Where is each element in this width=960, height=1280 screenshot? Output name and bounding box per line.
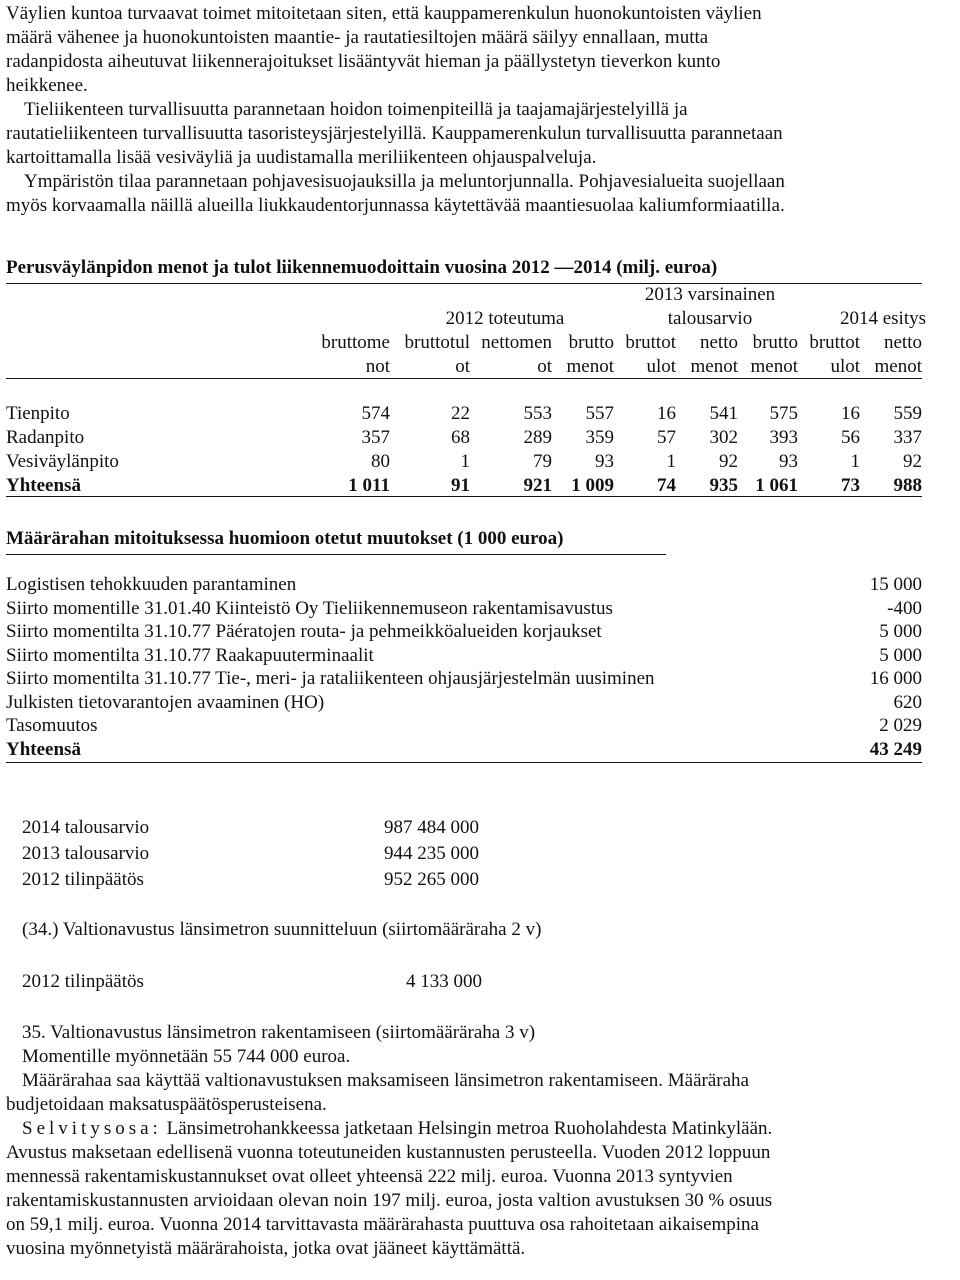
table-cell: 1 009	[571, 475, 614, 496]
table-cell: 553	[523, 403, 552, 424]
item-label: Siirto momentilta 31.10.77 Tie-, meri- ja rataliikenteen ohjausjärjestelmän uusiminen	[6, 668, 655, 689]
table-cell: 1 011	[348, 475, 390, 496]
section35-para3-text: Länsimetrohankkeessa jatketaan Helsingin metroa Ruoholahdesta Matinkylään.	[161, 1118, 773, 1139]
budget-value: 952 265 000	[384, 869, 479, 890]
table2-bottom-rule	[6, 762, 922, 763]
section35	[6, 1021, 954, 1261]
budget-label: 2013 talousarvio	[22, 843, 150, 864]
list-item	[6, 574, 922, 597]
column-header: brutto	[752, 332, 798, 353]
text-line: myös korvaamalla näillä alueilla liukkaudentorjunnassa käytettävää maantiesuolaa kaliumformiaatilla.	[6, 195, 785, 216]
column-header: not	[365, 356, 390, 377]
table-cell: 16	[657, 403, 676, 424]
table-cell: 359	[585, 427, 614, 448]
table-cell: 22	[451, 403, 470, 424]
text-line: kartoittamalla lisää vesiväyliä ja uudistamalla meriliikenteen ohjauspalveluja.	[6, 147, 597, 168]
column-header: bruttotul	[404, 332, 470, 353]
column-header: ulot	[646, 356, 676, 377]
text-line: Ympäristön tilaa parannetaan pohjavesisuojauksilla ja meluntorjunnalla. Pohjavesialueita suojellaan	[24, 171, 785, 192]
text-line: radanpidosta aiheutuvat liikennerajoitukset lisääntyvät hieman ja päällystetyn tieverkon kunto	[6, 51, 721, 72]
table-cell: 57	[657, 427, 676, 448]
row-label: Vesiväylänpito	[6, 451, 119, 472]
table-cell: 337	[893, 427, 922, 448]
budget-value: 944 235 000	[384, 843, 479, 864]
column-header: nettomen	[481, 332, 552, 353]
item-label: Julkisten tietovarantojen avaaminen (HO)	[6, 691, 325, 713]
column-header: ulot	[830, 356, 860, 377]
table-cell: 357	[361, 427, 390, 448]
text-line: rautatieliikenteen turvallisuutta tasoristeysjärjestelyillä. Kauppamerenkulun turvallisuutta parannetaan	[6, 123, 783, 144]
table-row	[6, 451, 922, 475]
intro-paragraph-1	[6, 2, 954, 98]
table-cell: 74	[657, 475, 676, 496]
text-line: heikkenee.	[6, 75, 88, 96]
table1-header-underline	[6, 378, 922, 379]
table-cell: 289	[523, 427, 552, 448]
table-cell: 73	[841, 475, 860, 496]
list-item	[6, 645, 922, 668]
table-cell: 575	[769, 403, 798, 424]
table-cell: 1	[850, 451, 860, 472]
table-cell: 93	[779, 451, 798, 472]
group-header-2013-line2: talousarvio	[667, 308, 753, 329]
section34-heading-text: (34.) Valtionavustus länsimetron suunnitteluun (siirtomääräraha 2 v)	[22, 919, 542, 940]
item-label: Siirto momentilta 31.10.77 Raakapuuterminaalit	[6, 644, 374, 666]
column-header: menot	[690, 356, 738, 377]
section35-para3-line1	[6, 1117, 954, 1141]
section35-para2-line1: Määrärahaa saa käyttää valtionavustuksen maksamiseen länsimetron rakentamiseen. Määräraha	[22, 1070, 749, 1091]
intro-paragraph-2	[6, 98, 954, 170]
table-cell: 988	[893, 475, 922, 496]
table-cell: 541	[709, 403, 738, 424]
list-item	[6, 715, 922, 738]
item-value: 16 000	[869, 668, 922, 689]
table-row	[6, 403, 922, 427]
table-cell: 92	[903, 451, 922, 472]
column-header: ot	[455, 356, 470, 377]
group-header-2013-line1: 2013 varsinainen	[644, 284, 776, 305]
row-label: Radanpito	[6, 427, 85, 448]
item-value: 43 249	[869, 738, 922, 760]
table2-total-row	[6, 739, 922, 762]
section35-para3-line6: vuosina myönnetyistä määrärahoista, jotka ovat jääneet käyttämättä.	[6, 1238, 526, 1259]
group-header-2012: 2012 toteutuma	[445, 308, 565, 329]
column-header: menot	[566, 356, 614, 377]
item-value: 15 000	[869, 574, 922, 595]
table-cell: 1	[666, 451, 676, 472]
list-item	[6, 692, 922, 715]
column-header: netto	[884, 332, 922, 353]
table-row	[6, 427, 922, 451]
intro-paragraph-3	[6, 170, 954, 218]
table2-title: Määrärahan mitoituksessa huomioon otetut muutokset (1 000 euroa)	[6, 528, 564, 549]
table-cell: 56	[841, 427, 860, 448]
column-header: ot	[537, 356, 552, 377]
section35-para3-line4: rakentamiskustannusten arvioidaan olevan noin 197 milj. euroa, josta valtion avustuksen 30 % osuus	[6, 1190, 773, 1211]
table-cell: 16	[841, 403, 860, 424]
section34-heading	[22, 918, 954, 942]
list-item	[6, 668, 922, 691]
section34-value: 4 133 000	[406, 971, 482, 992]
item-value: 620	[893, 691, 922, 713]
budget-label: 2014 talousarvio	[22, 817, 150, 838]
item-value: 5 000	[879, 621, 922, 642]
text-line: Väylien kuntoa turvaavat toimet mitoitetaan siten, että kauppamerenkulun huonokuntoisten väylien	[6, 3, 762, 24]
item-label: Siirto momentille 31.01.40 Kiinteistö Oy Tieliikennemuseon rakentamisavustus	[6, 597, 613, 619]
list-item	[6, 621, 922, 644]
section34-row	[22, 970, 144, 994]
item-label: Yhteensä	[6, 738, 81, 760]
budget-value: 987 484 000	[384, 817, 479, 838]
table-cell: 921	[523, 475, 552, 496]
group-header-2014: 2014 esitys	[839, 308, 926, 329]
item-label: Logistisen tehokkuuden parantaminen	[6, 574, 297, 595]
item-label: Siirto momentilta 31.10.77 Päératojen routa- ja pehmeikköalueiden korjaukset	[6, 621, 602, 642]
table-cell: 302	[709, 427, 738, 448]
table-cell: 393	[769, 427, 798, 448]
text-line: Tieliikenteen turvallisuutta parannetaan hoidon toimenpiteillä ja taajamajärjestelyillä ja	[24, 99, 688, 120]
column-header: menot	[874, 356, 922, 377]
column-header: menot	[750, 356, 798, 377]
table-cell: 93	[595, 451, 614, 472]
row-label: Yhteensä	[6, 475, 81, 496]
table-cell: 557	[585, 403, 614, 424]
section35-para3-line5: on 59,1 milj. euroa. Vuonna 2014 tarvittavasta määrärahasta puuttuva osa rahoitetaan aikaisempina	[6, 1214, 759, 1235]
table-cell: 1	[460, 451, 470, 472]
column-header: bruttot	[809, 332, 860, 353]
item-value: 2 029	[879, 715, 922, 736]
text-line: määrä vähenee ja huonokuntoisten maantie- ja rautatiesiltojen määrä säilyy ennallaan, mutta	[6, 27, 709, 48]
table-cell: 92	[719, 451, 738, 472]
section35-para3-line2: Avustus maksetaan edellisenä vuonna toteutuneiden kustannusten perusteella. Vuoden 2012 loppuun	[6, 1142, 771, 1163]
column-header: bruttome	[321, 332, 390, 353]
item-value: -400	[887, 597, 922, 619]
table-cell: 79	[533, 451, 552, 472]
table-cell: 68	[451, 427, 470, 448]
section35-heading: 35. Valtionavustus länsimetron rakentamiseen (siirtomääräraha 3 v)	[22, 1022, 536, 1043]
column-header: netto	[700, 332, 738, 353]
item-value: 5 000	[879, 644, 922, 666]
selvitysosa-label: Selvitysosa:	[22, 1118, 162, 1139]
column-header: bruttot	[625, 332, 676, 353]
budget-label: 2012 tilinpäätös	[22, 869, 144, 890]
list-item	[6, 598, 922, 621]
table1-title: Perusväylänpidon menot ja tulot liikennemuodoittain vuosina 2012 —2014 (milj. euroa)	[6, 257, 718, 278]
table-cell: 91	[451, 475, 470, 496]
table-cell: 80	[371, 451, 390, 472]
section35-para2-line2: budjetoidaan maksatuspäätösperusteisena.	[6, 1094, 327, 1115]
section34-label: 2012 tilinpäätös	[22, 971, 144, 992]
column-header: brutto	[568, 332, 614, 353]
table-cell: 574	[361, 403, 390, 424]
section35-para3-line3: mennessä rakentamiskustannukset ovat olleet yhteensä 222 milj. euroa. Vuonna 2013 syntyvien	[6, 1166, 733, 1187]
table2-title-underline	[6, 554, 666, 555]
table-cell: 559	[893, 403, 922, 424]
table-cell: 935	[709, 475, 738, 496]
row-label: Tienpito	[6, 403, 70, 424]
section35-line1: Momentille myönnetään 55 744 000 euroa.	[22, 1046, 351, 1067]
table1-bottom-rule	[6, 496, 922, 497]
item-label: Tasomuutos	[6, 715, 98, 736]
table-cell: 1 061	[755, 475, 798, 496]
